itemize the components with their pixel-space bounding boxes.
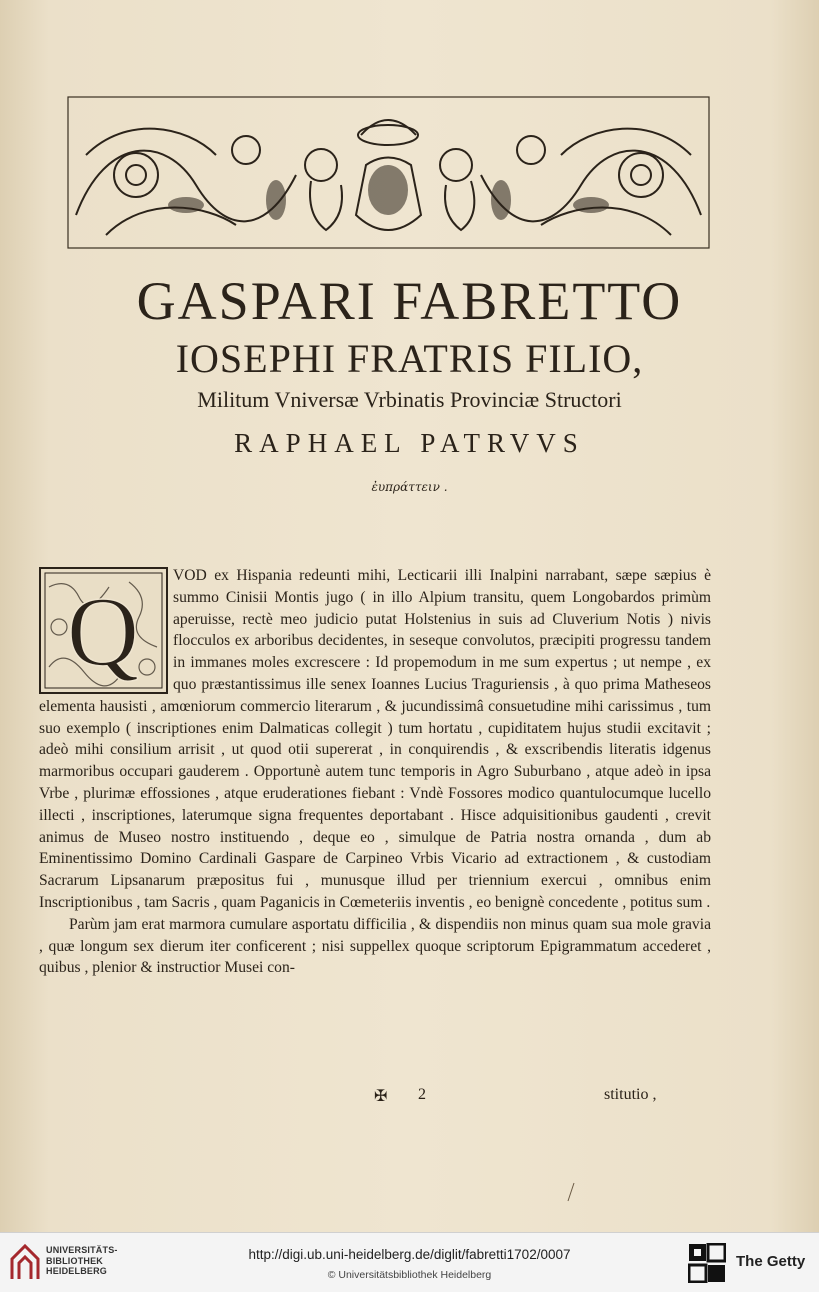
greek-greeting: ἐυπράττειν . — [371, 480, 448, 494]
pen-mark — [566, 1182, 576, 1202]
page-footer — [0, 1086, 819, 1116]
catchword: stitutio , — [604, 1086, 657, 1103]
cross-mark: ✠ — [374, 1088, 388, 1105]
library-line-3: HEIDELBERG — [46, 1266, 108, 1276]
initial-letter: Q — [66, 576, 140, 687]
headpiece-ornament — [66, 95, 711, 250]
viewer-footer-bar — [0, 1232, 819, 1292]
library-line-2: BIBLIOTHEK — [46, 1255, 103, 1266]
permalink-url[interactable]: http://digi.ub.uni-heidelberg.de/diglit/fabretti1702/0007 — [248, 1247, 571, 1262]
getty-partner-name[interactable]: The Getty — [736, 1253, 806, 1270]
title-filiation: IOSEPHI FRATRIS FILIO, — [175, 336, 644, 381]
library-line-1: UNIVERSITÄTS- — [46, 1245, 118, 1255]
paragraph-1: VOD ex Hispania redeunti mihi, Lecticarii illi Inalpini narrabant, sæpe sæpius è summo Cinisii Montis jugo ( in illo Alpium transitu, quem Longobardos primùm aperuisse, rectè meo judicio putat Holstenius in suis ad Cluverium Notis ) nivis flocculos ex arboribus decidentes, in seseque convolutos, præcipiti progressu tandem in immanes moles excrescere : Id propemodum in me sum expertus ; ut nempe , ex quo præstantissimus ille senex Ioannes Lucius Traguriensis , à quo prima Matheseos elementa hausisti , amœniorum commercio literarum , & jucundissimâ consuetudine mihi carissimus , tum suo exemplo ( inscriptiones enim Dalmaticas collegit ) tum hortatu , cupiditatem hujus studii excitavit ; adeò mihi consilium arrisit , ut quod otii supererat , in conquirendis , & exscribendis literatis idgenus marmoribus occupari gauderem . Opportunè autem tunc temporis in Agro Suburbano , atque adeò in ipsa Vrbe , plurimæ effossiones , atque eruderationes fiebant : Vndè Fossores modico quantulocumque lucello illecti , inscriptiones, laterumque signa frequentes deportabant . Hisce adquisitionibus gaudenti , crevit animus de Museo nostro instituendo , deque eo , simulque de Patria nostra ornanda , dum ab Eminentissimo Domino Cardinali Gaspare de Carpineo Vrbis Vicario ad extractionem , & custodiam Sacrarum Lipsanarum præpositus fui , munusque illud per triennium exercui , omnibus enim Inscriptionibus , tam Sacris , quam Paganicis in Cœmeteriis inventis , eo benignè concedente , potitus sum . — [39, 567, 711, 911]
paragraph-2: Parùm jam erat marmora cumulare asportatu difficilia , & dispendiis non minus quam sua mole gravia , quæ longum sex dierum iter conficerent ; nisi suppellex quoque scriptorum Epigrammatum accederet , quibus , plenior & instructior Musei con- — [39, 915, 711, 977]
decorated-initial — [39, 567, 168, 694]
signature-mark: 2 — [418, 1086, 426, 1103]
title-office: Militum Vniversæ Vrbinatis Provinciæ Structori — [197, 387, 622, 412]
title-name: GASPARI FABRETTO — [136, 271, 683, 331]
getty-logo-icon[interactable] — [688, 1243, 726, 1283]
title-author: RAPHAEL PATRVVS — [234, 428, 585, 458]
copyright-notice: © Universitätsbibliothek Heidelberg — [327, 1269, 492, 1281]
